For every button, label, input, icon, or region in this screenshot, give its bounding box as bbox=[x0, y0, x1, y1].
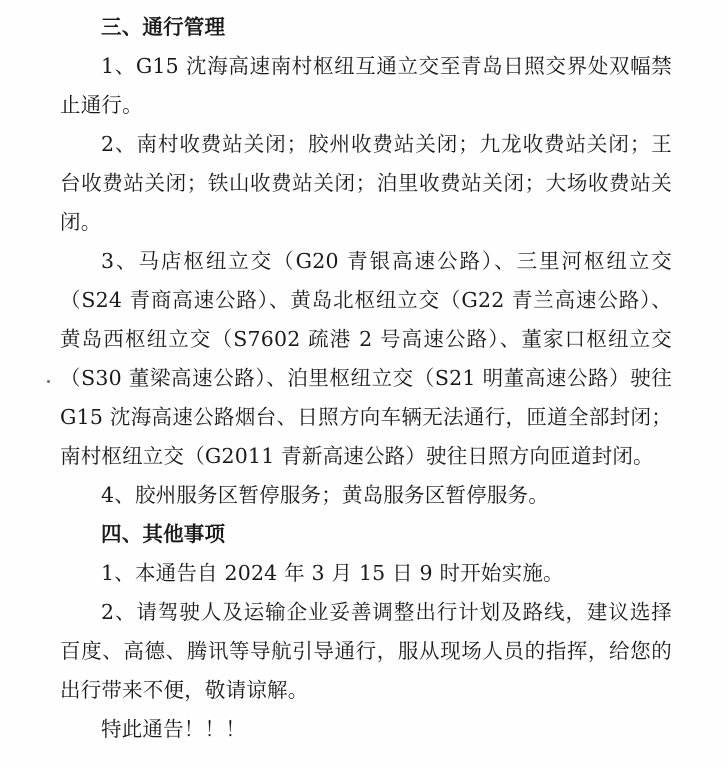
paragraph-other-item-1: 1、本通告自 2024 年 3 月 15 日 9 时开始实施。 bbox=[101, 561, 564, 585]
paragraph-item-2: 2、南村收费站关闭；胶州收费站关闭；九龙收费站关闭；王台收费站关闭；铁山收费站关闭；泊里收费站关闭；大场收费站关闭。 bbox=[60, 132, 672, 234]
margin-dot-mark bbox=[47, 380, 50, 383]
paragraph-item-3: 3、马店枢纽立交（G20 青银高速公路）、三里河枢纽立交（S24 青商高速公路）、黄岛北枢纽立交（G22 青兰高速公路）、黄岛西枢纽立交（S7602 疏港 2 号高速公路）、董家口枢纽立交（S30 董梁高速公路）、泊里枢纽立交（S21 明董高速公路）驶往 G15 沈海高速公路烟台、日照方向车辆无法通行，匝道全部封闭；南村枢纽立交（G2011 青新高速公路）驶往日照方向匝道封闭。 bbox=[60, 249, 672, 468]
document-body bbox=[60, 8, 672, 749]
paragraph-other-item-2: 2、请驾驶人及运输企业妥善调整出行计划及路线，建议选择百度、高德、腾讯等导航引导通行，服从现场人员的指挥，给您的出行带来不便，敬请谅解。 bbox=[60, 600, 672, 702]
section-heading-traffic-management: 三、通行管理 bbox=[101, 15, 226, 39]
paragraph-item-1: 1、G15 沈海高速南村枢纽互通立交至青岛日照交界处双幅禁止通行。 bbox=[60, 54, 672, 117]
section-heading-other-matters: 四、其他事项 bbox=[101, 522, 226, 546]
paragraph-closing-notice: 特此通告！！！ bbox=[101, 717, 246, 741]
paragraph-item-4: 4、胶州服务区暂停服务；黄岛服务区暂停服务。 bbox=[101, 483, 549, 507]
